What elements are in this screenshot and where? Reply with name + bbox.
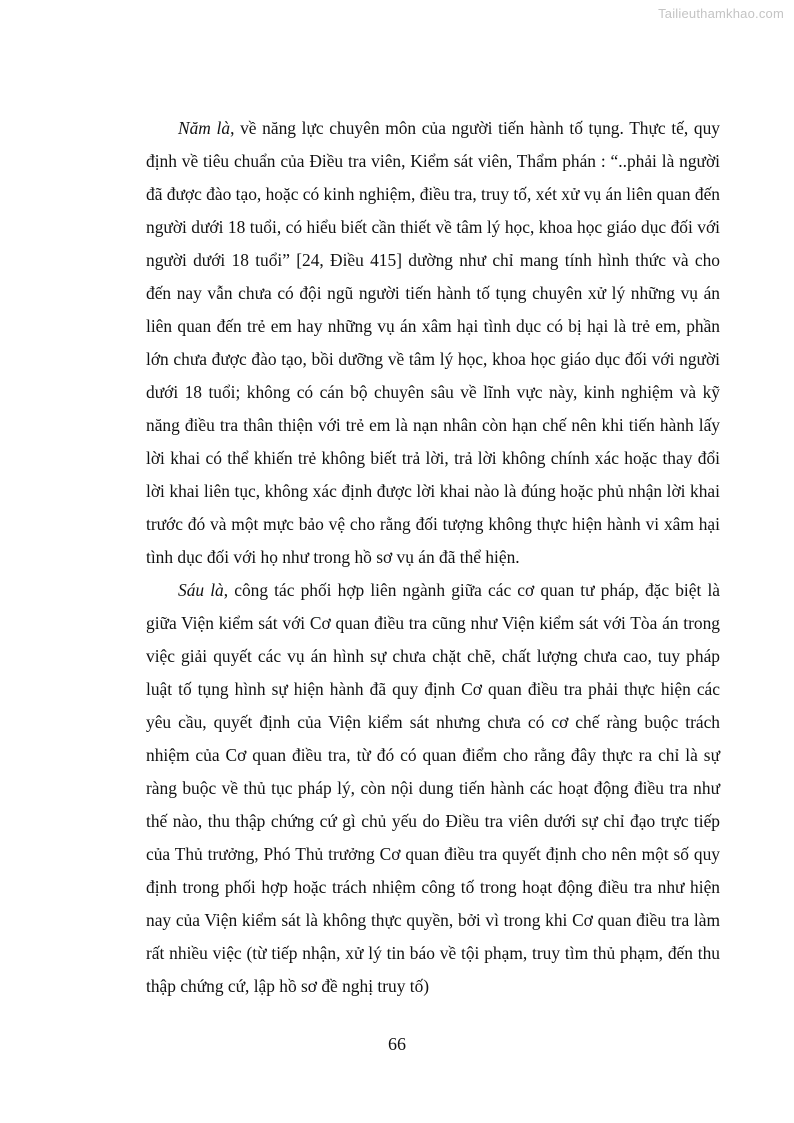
paragraph-nam-la <box>146 112 720 574</box>
paragraph-text: , về năng lực chuyên môn của người tiến hành tố tụng. Thực tế, quy định về tiêu chuẩn của Điều tra viên, Kiểm sát viên, Thẩm phán : “..phải là người đã được đào tạo, hoặc có kinh nghiệm, điều tra, truy tố, xét xử vụ án liên quan đến người dưới 18 tuổi, có hiểu biết cần thiết về tâm lý học, khoa học giáo dục đối với người dưới 18 tuổi” [24, Điều 415] dường như chỉ mang tính hình thức và cho đến nay vẫn chưa có đội ngũ người tiến hành tố tụng chuyên xử lý những vụ án liên quan đến trẻ em hay những vụ án xâm hại tình dục có bị hại là trẻ em, phần lớn chưa được đào tạo, bồi dưỡng về tâm lý học, khoa học giáo dục đối với người dưới 18 tuổi; không có cán bộ chuyên sâu về lĩnh vực này, kinh nghiệm và kỹ năng điều tra thân thiện với trẻ em là nạn nhân còn hạn chế nên khi tiến hành lấy lời khai có thể khiến trẻ không biết trả lời, trả lời không chính xác hoặc thay đổi lời khai liên tục, không xác định được lời khai nào là đúng hoặc phủ nhận lời khai trước đó và một mực bảo vệ cho rằng đối tượng không thực hiện hành vi xâm hại tình dục đối với họ như trong hồ sơ vụ án đã thể hiện. <box>146 118 720 567</box>
page-number: 66 <box>388 1034 406 1054</box>
paragraph-sau-la <box>146 574 720 1003</box>
paragraph-lead: Sáu là <box>178 580 224 600</box>
watermark: Tailieuthamkhao.com <box>658 6 784 21</box>
paragraph-lead: Năm là <box>178 118 231 138</box>
paragraph-text: , công tác phối hợp liên ngành giữa các cơ quan tư pháp, đặc biệt là giữa Viện kiểm sát với Cơ quan điều tra cũng như Viện kiểm sát với Tòa án trong việc giải quyết các vụ án hình sự chưa chặt chẽ, chất lượng chưa cao, tuy pháp luật tố tụng hình sự hiện hành đã quy định Cơ quan điều tra phải thực hiện các yêu cầu, quyết định của Viện kiểm sát nhưng chưa có cơ chế ràng buộc trách nhiệm của Cơ quan điều tra, từ đó có quan điểm cho rằng đây thực ra chỉ là sự ràng buộc về thủ tục pháp lý, còn nội dung tiến hành các hoạt động điều tra như thế nào, thu thập chứng cứ gì chủ yếu do Điều tra viên dưới sự chỉ đạo trực tiếp của Thủ trưởng, Phó Thủ trưởng Cơ quan điều tra quyết định cho nên một số quy định trong phối hợp hoặc trách nhiệm công tố trong hoạt động điều tra như hiện nay của Viện kiểm sát là không thực quyền, bởi vì trong khi Cơ quan điều tra làm rất nhiều việc (từ tiếp nhận, xử lý tin báo về tội phạm, truy tìm thủ phạm, đến thu thập chứng cứ, lập hồ sơ đề nghị truy tố) <box>146 580 720 996</box>
document-body <box>146 112 720 1003</box>
